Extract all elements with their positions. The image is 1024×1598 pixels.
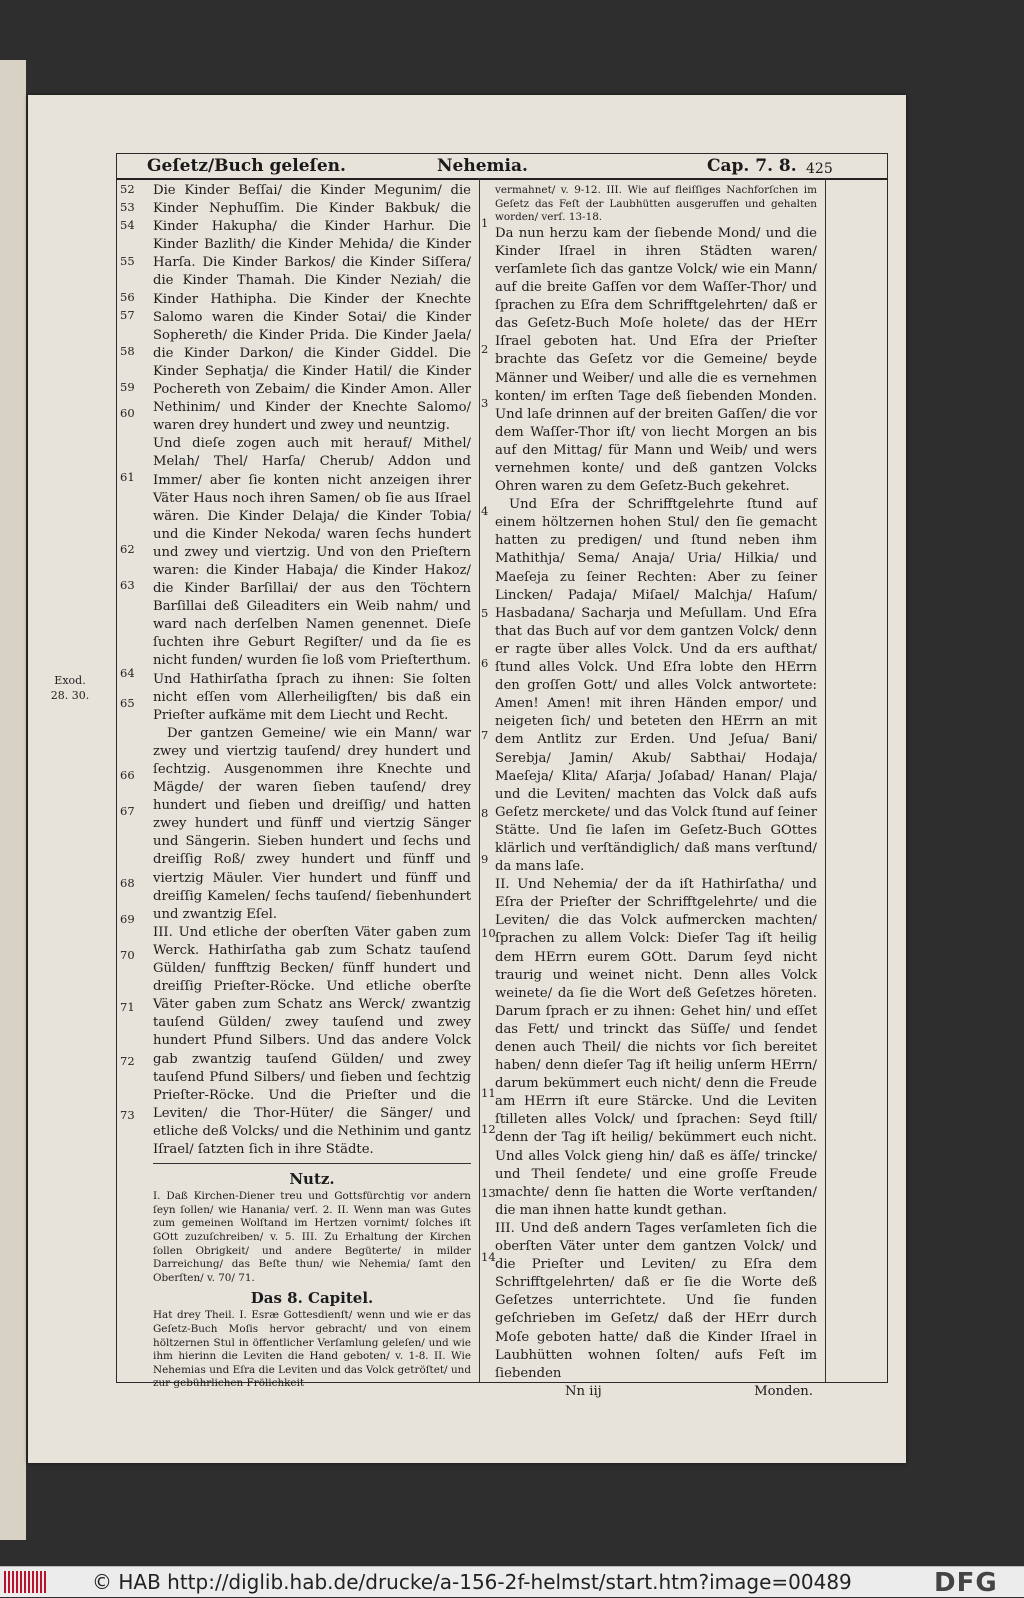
header-right: Cap. 7. 8. — [707, 156, 797, 176]
verse-number: 8 — [481, 806, 489, 820]
verse-number: 5 — [481, 606, 489, 620]
verse-number: 61 — [120, 470, 135, 484]
verse-number: 55 — [120, 254, 135, 268]
nutz-box — [153, 1163, 471, 1391]
verse-number: 4 — [481, 504, 489, 518]
verse-number: 56 — [120, 290, 135, 304]
verses-9-12: II. Und Nehemia/ der da iſt Hathirſatha/ und Eſra der Prieſter der Schrifftgelehrte/ und die Leviten/ die das Volck aufmercken machten/ ſprachen zu allem Volck: Dieſer Tag iſt heilig dem HErrn eurem GOtt. Darum ſeyd nicht traurig und weinet nicht. Denn alles Volck weinete/ da ſie die Wort deß Geſetzes höreten. Darum ſprach er zu ihnen: Gehet hin/ und eſſet das Fett/ und trinckt das Süſſe/ und ſendet denen auch Theil/ die nichts vor ſich bereitet haben/ denn dieſer Tag iſt heilig unſerm HErrn/ darum bekümmert euch nicht/ denn die Freude am HErrn iſt eure Stärcke. Und die Leviten ſtilleten alles Volck/ und ſprachen: Seyd ſtill/ denn der Tag iſt heilig/ bekümmert euch nicht. Und alles Volck gieng hin/ daß es äſſe/ trincke/ und Theil ſendete/ und eine groſſe Freude machte/ denn ſie hatten die Worte verſtanden/ die man ihnen hatte kundt gethan. — [495, 877, 817, 1218]
verses-66-69: Der gantzen Gemeine/ wie ein Mann/ war zwey und viertzig tauſend/ drey hundert und ſechtzig. Ausgenommen ihre Knechte und Mägde/ der waren ſieben tauſend/ drey hundert und ſieben und dreiſſig/ und hatten zwey hundert und fünff und viertzig Sänger und Sängerin. Sieben hundert und ſechs und dreiſſig Roß/ zwey hundert und fünff und viertzig Mäuler. Vier hundert und fünff und dreiſſig Kamelen/ ſechs tauſend/ ſiebenhundert und zwantzig Eſel. — [153, 725, 471, 922]
verse-number: 66 — [120, 768, 135, 782]
chapter-title: Das 8. Capitel. — [250, 1289, 374, 1308]
verse-number: 69 — [120, 912, 135, 926]
verse-number: 71 — [120, 1000, 135, 1014]
verse-number: 9 — [481, 852, 489, 866]
verses-13-14: III. Und deß andern Tages verſamleten ſich die oberſten Väter unter dem gantzen Volck/ und die Prieſter und Leviten/ zu Eſra dem Schrifftgelehrten/ daß er ſie die Worte deß Geſetzes unterrichtete. Und ſie funden geſchrieben im Geſetz/ daß der HErr durch Moſe geboten hatte/ daß die Kinder Iſrael in Laubhütten wohnen ſolten/ aufs Feſt im ſiebenden — [495, 1220, 817, 1381]
verses-70-73: III. Und etliche der oberſten Väter gaben zum Werck. Hathirſatha gab zum Schatz tauſend Gülden/ funfftzig Becken/ fünff hundert und dreiſſig Prieſter-Röcke. Und etliche oberſte Väter gaben zum Schatz ans Werck/ zwantzig tauſend Gülden/ zwey tauſend und zwey hundert Pfund Silbers. Und das andere Volck gab zwantzig tauſend Gülden/ und zwey tauſend Pfund Silbers/ und ſieben und ſechtzig Prieſter-Röcke. Und die Prieſter und die Leviten/ die Thor-Hüter/ die Sänger/ und etliche deß Volcks/ und die Nethinim und gantz Iſrael/ ſatzten ſich in ihre Städte. — [153, 924, 471, 1157]
margin-reference: Exod. 28. 30. — [50, 674, 90, 702]
verse-number: 10 — [481, 926, 496, 940]
verse-number: 54 — [120, 218, 135, 232]
dfg-logo: DFG — [934, 1568, 998, 1598]
verse-number: 72 — [120, 1054, 135, 1068]
hab-logo-icon — [4, 1571, 48, 1593]
verse-number: 60 — [120, 406, 135, 420]
verse-number: 11 — [481, 1086, 496, 1100]
nutz-text: I. Daß Kirchen-Diener treu und Gottsfürchtig vor andern ſeyn ſollen/ wie Hanania/ verſ. 2. II. Wenn man was Gutes zum gemeinen Wolſtand im Hertzen vornimt/ ſolches iſt GOtt zuzuſchreiben/ v. 5. III. Zu Erhaltung der Kirchen ſollen Obrigkeit/ und andere Begüterte/ in milder Darreichung/ das Beſte thun/ wie Nehemia/ ſamt den Oberſten/ v. 70/ 71. — [153, 1190, 471, 1284]
verses-1-3: Da nun herzu kam der ſiebende Mond/ und die Kinder Iſrael in ihren Städten waren/ verſamlete ſich das gantze Volck/ wie ein Mann/ auf die breite Gaſſen vor dem Waſſer-Thor/ und ſprachen zu Eſra dem Schrifftgelehrten/ daß er das Geſetz-Buch Moſe holete/ das der HErr Iſrael geboten hat. Und Eſra der Prieſter brachte das Geſetz vor die Gemeine/ beyde Männer und Weiber/ und alle die es vernehmen konten/ im erſten Tage deß ſiebenden Monden. Und laſe drinnen auf der breiten Gaſſen/ die vor dem Waſſer-Thor iſt/ von liecht Morgen an bis auf den Mittag/ für Mann und Weib/ und wers vernehmen konte/ und deß gantzen Volcks Ohren waren zu dem Geſetz-Buch gekehret. — [495, 225, 817, 495]
left-column — [153, 182, 471, 1391]
verses-4-8: Und Eſra der Schrifftgelehrte ſtund auf einem höltzernen hohen Stul/ den ſie gemacht hatten zu predigen/ und ſtund neben ihm Mathithja/ Sema/ Anaja/ Uria/ Hilkia/ und Maeſeja zu ſeiner Rechten: Aber zu ſeiner Lincken/ Padaja/ Miſael/ Malchja/ Haſum/ Hasbadana/ Sacharja und Meſullam. Und Eſra that das Buch auf vor dem gantzen Volck/ denn er ragte über alles Volck. Und da ers aufthat/ ſtund alles Volck. Und Eſra lobte den HErrn den groſſen Gott/ und alles Volck antwortete: Amen! Amen! mit ihren Händen empor/ und neigeten ſich/ und beteten den HErrn an mit dem Antlitz zur Erden. Und Jeſua/ Bani/ Serebja/ Jamin/ Akub/ Sabthai/ Hodaja/ Maeſeja/ Klita/ Aſarja/ Joſabad/ Hanan/ Plaja/ und die Leviten/ machten das Volck daß aufs Geſetz merckete/ und das Volck ſtund auf ſeiner Stätte. Und ſie laſen im Geſetz-Buch GOttes klärlich und verſtändiglich/ daß mans verſtund/ da mans laſe. — [495, 497, 817, 875]
right-column — [495, 184, 817, 1403]
chapter-summary-continued: vermahnet/ v. 9-12. III. Wie auf fleiſſiges Nachforſchen im Geſetz das Feſt der Laubhütten ausgeruffen und gehalten worden/ verſ. 13-18. — [495, 184, 817, 224]
verse-number: 63 — [120, 578, 135, 592]
signature-mark: Nn iij — [565, 1383, 602, 1399]
verse-number: 6 — [481, 656, 489, 670]
header-center: Nehemia. — [437, 156, 528, 176]
verse-number: 68 — [120, 876, 135, 890]
column-rule — [479, 178, 480, 1382]
verse-number: 67 — [120, 804, 135, 818]
running-header — [117, 154, 887, 180]
verse-number: 65 — [120, 696, 135, 710]
verse-number: 57 — [120, 308, 135, 322]
nutz-title: Nutz. — [289, 1170, 335, 1189]
verse-number: 73 — [120, 1108, 135, 1122]
verse-number: 52 — [120, 182, 135, 196]
book-page — [28, 95, 906, 1463]
verses-61-65: Und dieſe zogen auch mit herauf/ Mithel/ Melah/ Thel/ Harſa/ Cherub/ Addon und Immer/ aber ſie konten nicht anzeigen ihrer Väter Haus noch ihren Samen/ ob ſie aus Iſrael wären. Die Kinder Delaja/ die Kinder Tobia/ und die Kinder Nekoda/ waren ſechs hundert und zwey und viertzig. Und von den Prieſtern waren: die Kinder Habaja/ die Kinder Hakoz/ die Kinder Barſillai/ der aus den Töchtern Barſillai deß Gileaditers ein Weib nahm/ und ward nach derſelben Namen genennet. Dieſe ſuchten ihre Geburt Regiſter/ und da ſie es nicht funden/ wurden ſie loß vom Prieſterthum. Und Hathirſatha ſprach zu ihnen: Sie ſolten nicht eſſen vom Allerheiligſten/ bis daß ein Prieſter aufkäme mit dem Liecht und Recht. — [153, 436, 471, 723]
source-url[interactable]: © HAB http://diglib.hab.de/drucke/a-156-2f-helmst/start.htm?image=00489 — [92, 1570, 852, 1594]
page-foot — [495, 1383, 817, 1403]
verse-number: 59 — [120, 380, 135, 394]
verse-number: 7 — [481, 728, 489, 742]
verse-number: 1 — [481, 216, 489, 230]
header-left: Geſetz/Buch geleſen. — [147, 156, 346, 176]
verse-number: 53 — [120, 200, 135, 214]
verse-number: 64 — [120, 666, 135, 680]
verse-number: 3 — [481, 396, 489, 410]
text-frame — [116, 153, 888, 1399]
verse-number: 62 — [120, 542, 135, 556]
verse-number: 58 — [120, 344, 135, 358]
adjacent-page-edge — [0, 60, 26, 1540]
catchword: Monden. — [754, 1383, 813, 1399]
margin-rule — [825, 178, 826, 1382]
page-number: 425 — [806, 161, 833, 177]
chapter-summary: Hat drey Theil. I. Esræ Gottesdienſt/ wenn und wie er das Geſetz-Buch Moſis hervor gebracht/ und von einem höltzernen Stul in öffentlicher Verſamlung geleſen/ und wie ihm hierinn die Leviten die Hand geboten/ v. 1-8. II. Wie Nehemias und Eſra die Leviten und das Volck getröſtet/ und zur gebührlichen Frölichkeit — [153, 1309, 471, 1390]
verse-number: 70 — [120, 948, 135, 962]
verse-number: 12 — [481, 1122, 496, 1136]
verse-number: 2 — [481, 342, 489, 356]
verse-number: 13 — [481, 1186, 496, 1200]
verse-number: 14 — [481, 1250, 496, 1264]
verses-52-60: Die Kinder Beſſai/ die Kinder Megunim/ die Kinder Nephuſſim. Die Kinder Bakbuk/ die Kinder Hakupha/ die Kinder Harhur. Die Kinder Bazlith/ die Kinder Mehida/ die Kinder Harſa. Die Kinder Barkos/ die Kinder Siſſera/ die Kinder Thamah. Die Kinder Neziah/ die Kinder Hathipha. Die Kinder der Knechte Salomo waren die Kinder Sotai/ die Kinder Sophereth/ die Kinder Prida. Die Kinder Jaela/ die Kinder Darkon/ die Kinder Giddel. Die Kinder Sephatja/ die Kinder Hatil/ die Kinder Pochereth von Zebaim/ die Kinder Amon. Aller Nethinim/ und Kinder der Knechte Salomo/ waren drey hundert und zwey und neuntzig. — [153, 183, 471, 434]
viewer-footer — [0, 1566, 1024, 1597]
